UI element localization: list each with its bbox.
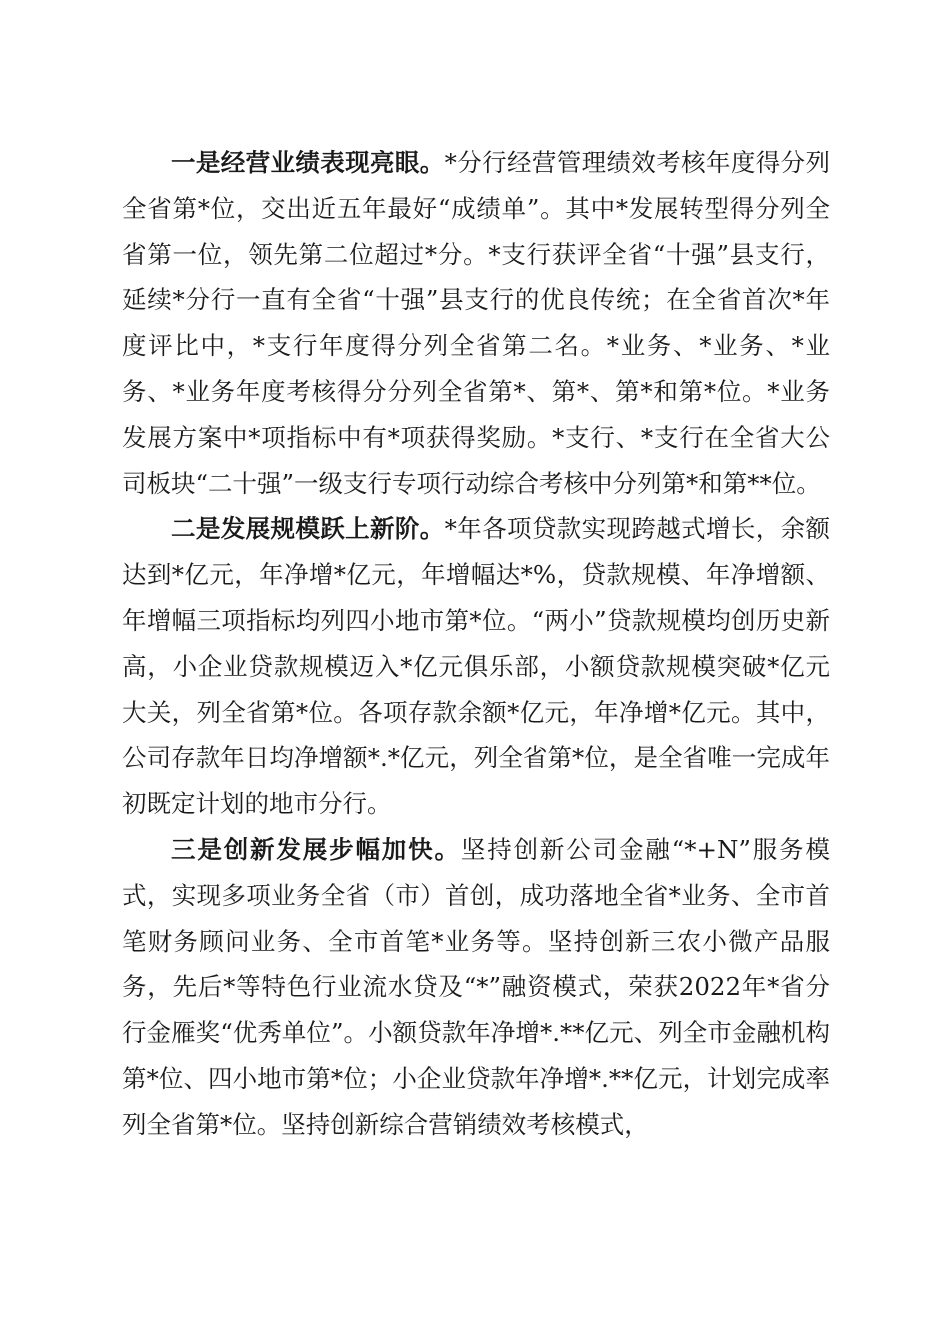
paragraph-text: 坚持创新公司金融“*+N”服务模式，实现多项业务全省（市）首创，成功落地全省*业务、全市首笔财务顾问业务、全市首笔*业务等。坚持创新三农小微产品服务，先后*等特色行业流水贷及“*”融资模式，荣获2022年*省分行金雁奖“优秀单位”。小额贷款年净增*.**亿元、列全市金融机构第*位、四小地市第*位；小企业贷款年净增*.**亿元，计划完成率列全省第*位。坚持创新综合营销绩效考核模式，: [122, 834, 831, 1139]
paragraph-performance: [122, 140, 830, 506]
paragraph-text: *年各项贷款实现跨越式增长，余额达到*亿元，年净增*亿元，年增幅达*%，贷款规模、年净增额、年增幅三项指标均列四小地市第*位。“两小”贷款规模均创历史新高，小企业贷款规模迈入*亿元俱乐部，小额贷款规模突破*亿元大关，列全省第*位。各项存款余额*亿元，年净增*亿元。其中，公司存款年日均净增额*.*亿元，列全省第*位，是全省唯一完成年初既定计划的地市分行。: [122, 514, 830, 819]
paragraph-lead: 三是创新发展步幅加快。: [171, 834, 461, 864]
document-body: [122, 140, 830, 1148]
paragraph-scale: [122, 506, 830, 827]
paragraph-text: *分行经营管理绩效考核年度得分列全省第*位，交出近五年最好“成绩单”。其中*发展转型得分列全省第一位，领先第二位超过*分。*支行获评全省“十强”县支行，延续*分行一直有全省“十强”县支行的优良传统；在全省首次*年度评比中，*支行年度得分列全省第二名。*业务、*业务、*业务、*业务年度考核得分分列全省第*、第*、第*和第*位。*业务发展方案中*项指标中有*项获得奖励。*支行、*支行在全省大公司板块“二十强”一级支行专项行动综合考核中分列第*和第**位。: [122, 148, 830, 498]
paragraph-lead: 一是经营业绩表现亮眼。: [171, 148, 445, 177]
paragraph-innovation: [122, 827, 830, 1148]
paragraph-lead: 二是发展规模跃上新阶。: [171, 514, 445, 544]
